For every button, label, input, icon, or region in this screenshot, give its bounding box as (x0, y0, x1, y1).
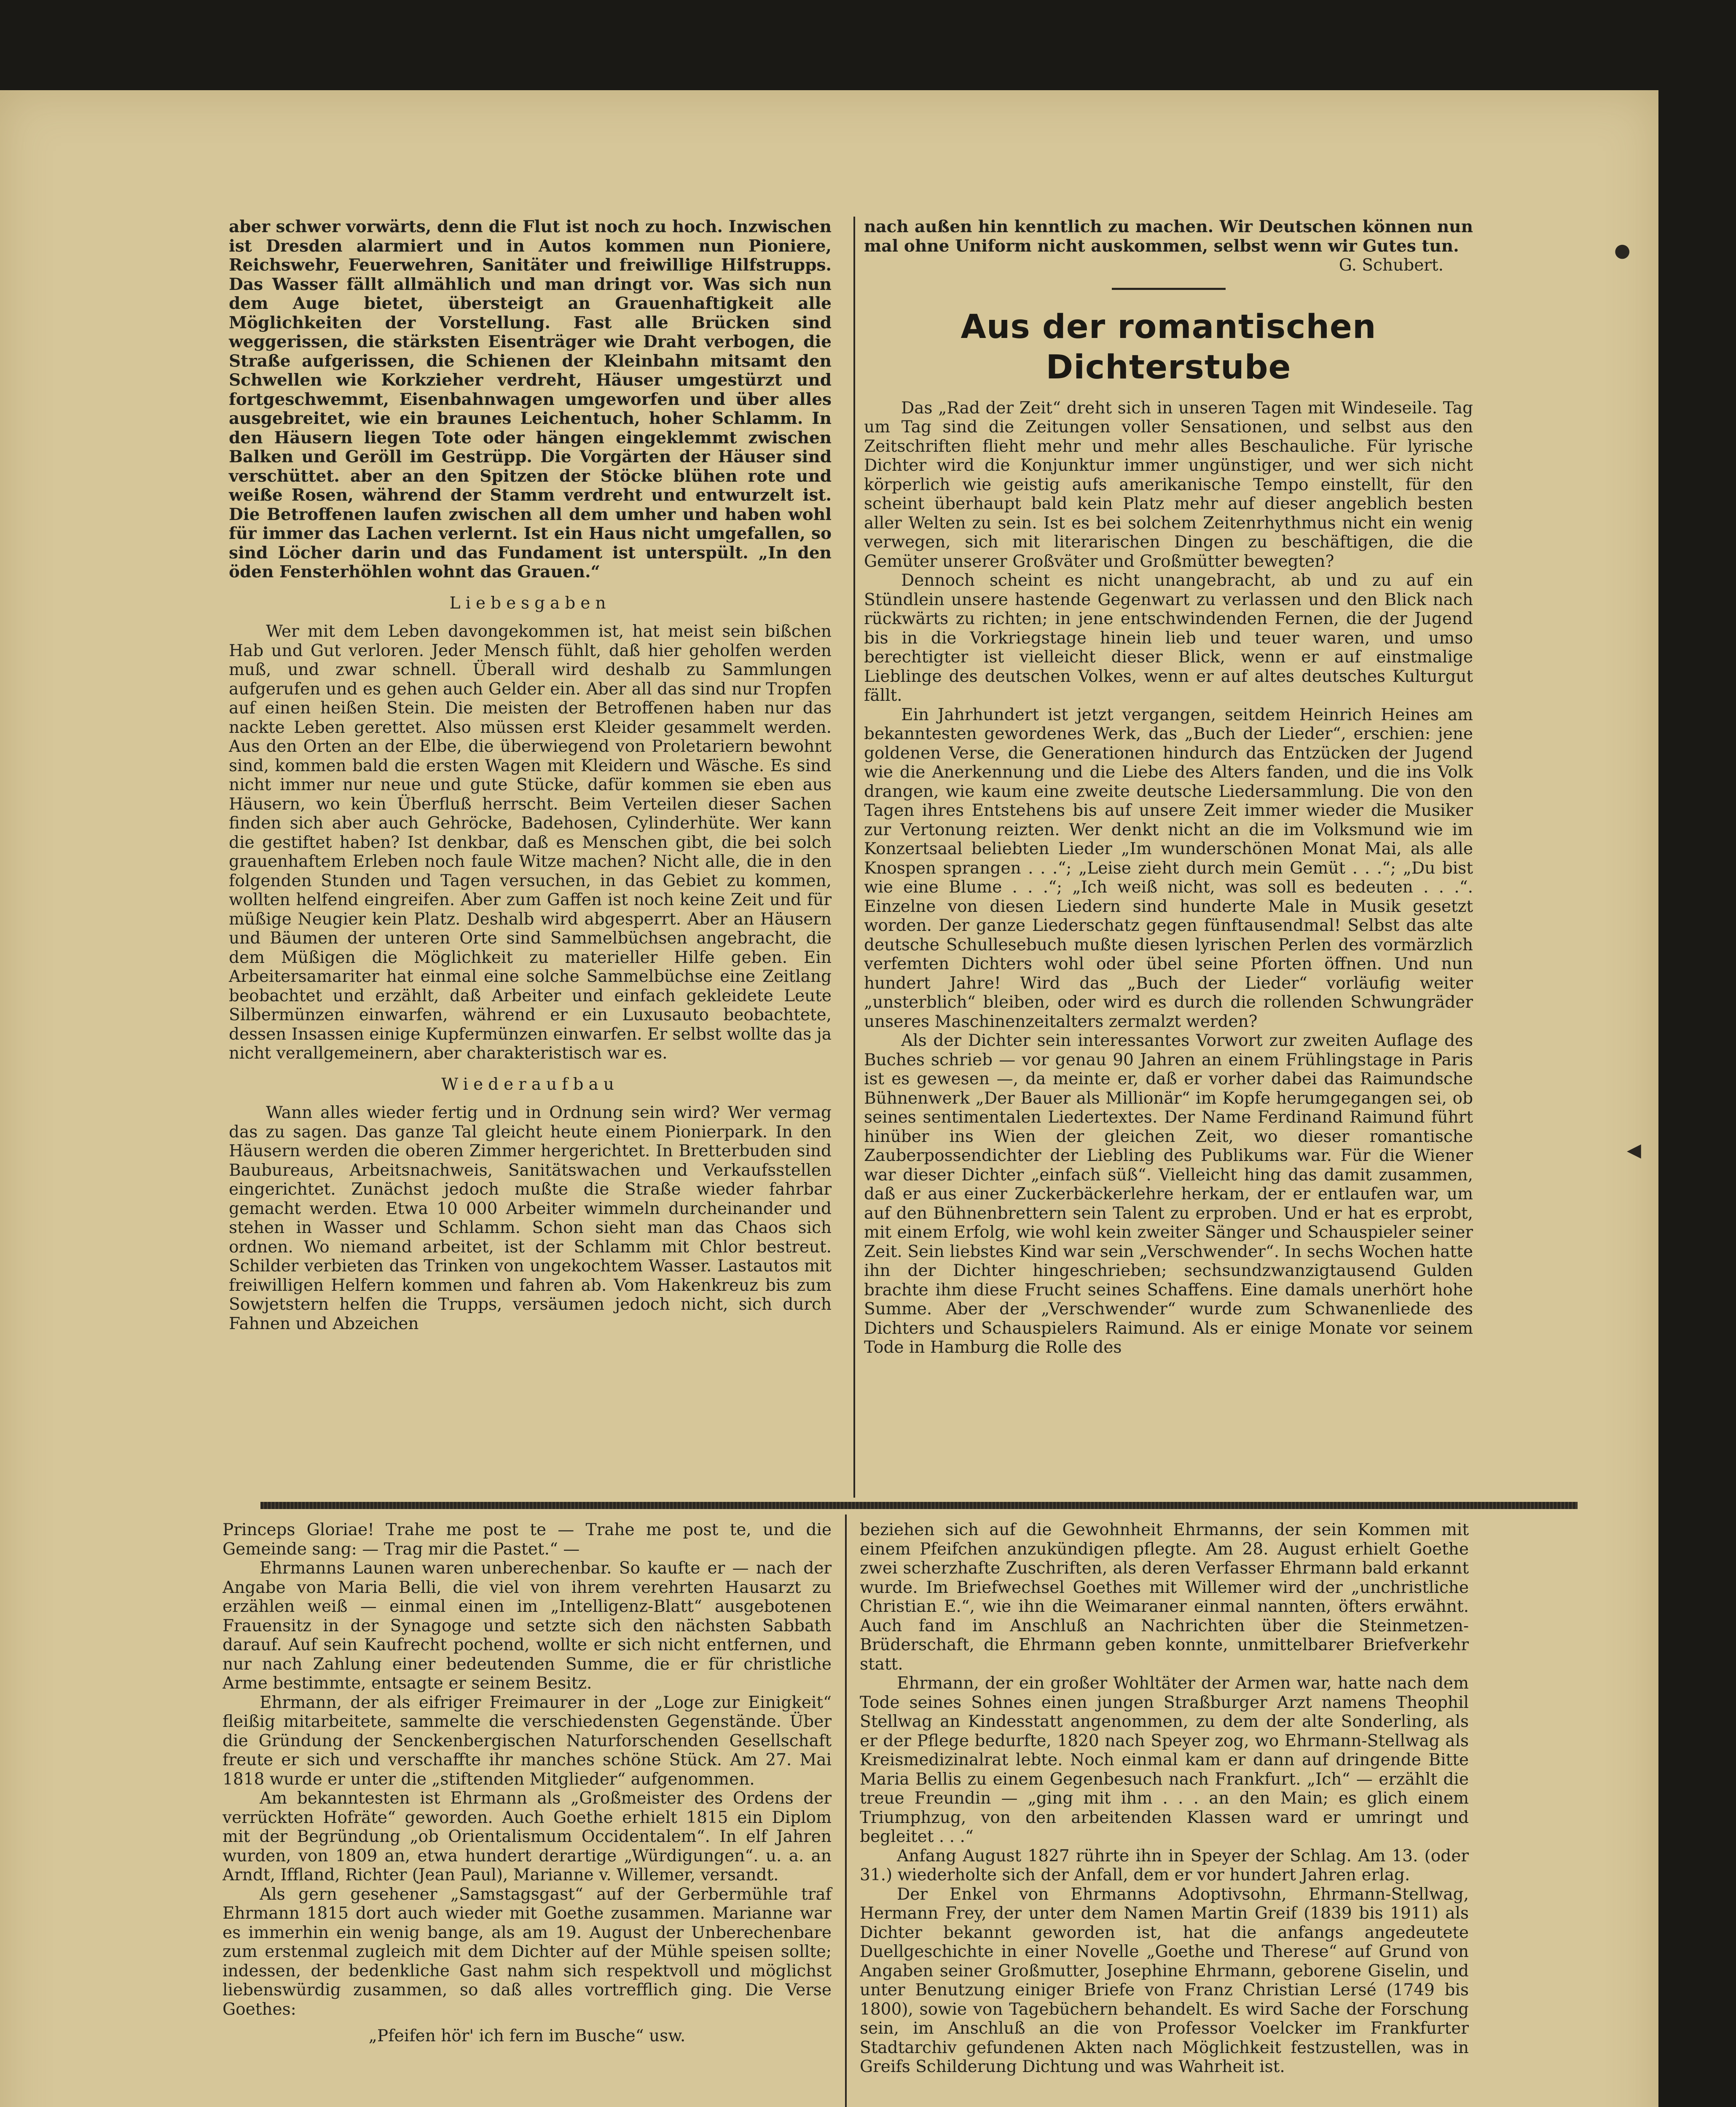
feature-paragraph: beziehen sich auf die Gewohnheit Ehrmanns, der sein Kommen mit einem Pfeifchen anzukündigen pflegte. Am 28. August erhielt Goethe zwei scherzhafte Zuschriften, als deren Verfasser Ehrmann bald erkannt wurde. Im Briefwechsel Goethes mit Willemer wird der „unchristliche Christian E.“, wie ihn die Weimaraner einmal nannten, öfters erwähnt. Auch fand im Anschluß an Nachrichten über die Steinmetzen-Brüderschaft, die Ehrmann geben konnte, unmittelbarer Briefverkehr statt. (860, 1520, 1469, 1674)
feature-paragraph: Ehrmann, der als eifriger Freimaurer in der „Loge zur Einigkeit“ fleißig mitarbeitete, sammelte die verschiedensten Gegenstände. Über die Gründung der Senckenbergischen Naturforschenden Gesellschaft freute er sich und verschaffte ihr manches schöne Stück. Am 27. Mai 1818 wurde er unter die „stiftenden Mitglieder“ aufgenommen. (223, 1693, 832, 1789)
bottom-left-column (223, 1520, 832, 2046)
column-divider-bottom (845, 1515, 847, 2107)
section-heading-wiederaufbau: Wiederaufbau (441, 1075, 619, 1094)
feature-paragraph: Ehrmanns Launen waren unberechenbar. So kaufte er — nach der Angabe von Maria Belli, die viel von ihrem verehrten Hausarzt zu erzählen weiß — einmal einen im „Intelligenz-Blatt“ ausgebotenen Frauensitz in der Synagoge und setzte sich den nächsten Sabbath darauf. Auf sein Kaufrecht pochend, wollte er sich nicht entfernen, und nur nach Zahlung einer bedeutenden Summe, die er für christliche Arme bestimmte, entsagte er seinem Besitz. (223, 1559, 832, 1693)
goethe-verse-quote: „Pfeifen hör' ich fern im Busche“ usw. (368, 2027, 686, 2045)
page-edge-mark-right-icon: ● (1614, 240, 1631, 261)
feature-paragraph: Am bekanntesten ist Ehrmann als „Großmeister des Ordens der verrückten Hofräte“ geworden. Auch Goethe erhielt 1815 ein Diplom mit der Begründung „ob Orientalismum Occidentalem“. In elf Jahren wurden, von 1809 an, etwa hundert derartige „Würdigungen“. u. a. an Arndt, Iffland, Richter (Jean Paul), Marianne v. Willemer, versandt. (223, 1789, 832, 1885)
author-signature: G. Schubert. (1339, 256, 1444, 275)
article-headline: Aus der romantischen Dichterstube (961, 308, 1376, 386)
newspaper-page (0, 90, 1658, 2107)
feature-paragraph: Als gern gesehener „Samstagsgast“ auf der Gerbermühle traf Ehrmann 1815 dort auch wieder mit Goethe zusammen. Marianne war es immerhin ein wenig bange, als am 19. August der Unberechenbare zum erstenmal zugleich mit dem Dichter auf der Mühle speisen sollte; indessen, der bedenkliche Gast nahm sich respektvoll und möglichst liebenswürdig zusammen, so daß alles vortrefflich ging. Die Verse Goethes: (223, 1885, 832, 2019)
article-paragraph: Ein Jahrhundert ist jetzt vergangen, seitdem Heinrich Heines am bekanntesten gewordenes Werk, das „Buch der Lieder“, erschien: jene goldenen Verse, die Generationen hindurch das Entzücken der Jugend wie die Anerkennung und die Liebe des Alters fanden, und die ins Volk drangen, wie kaum eine zweite deutsche Liedersammlung. Die von den Tagen ihres Entstehens bis auf unsere Zeit immer wieder die Musiker zur Vertonung reizten. Wer denkt nicht an die im Volksmund wie im Konzertsaal beliebten Lieder „Im wunderschönen Monat Mai, als alle Knospen sprangen . . .“; „Leise zieht durch mein Gemüt . . .“; „Du bist wie eine Blume . . .“; „Ich weiß nicht, was soll es bedeuten . . .“. Einzelne von diesen Liedern sind hunderte Male in Musik gesetzt worden. Der ganze Liederschatz gegen fünftausendmal! Selbst das alte deutsche Schullesebuch mußte diesen lyrischen Perlen des vormärzlich verfemten Dichters wohl oder übel seine Pforten öffnen. Und nun hundert Jahre! Wird das „Buch der Lieder“ vorläufig weiter „unsterblich“ bleiben, oder wird es durch die rollenden Schwungräder unseres Maschinenzeitalters zermalzt werden? (864, 705, 1473, 1031)
flood-report-continuation: aber schwer vorwärts, denn die Flut ist noch zu hoch. Inzwischen ist Dresden alarmiert und in Autos kommen nun Pioniere, Reichswehr, Feuerwehren, Sanitäter und freiwillige Hilfstrupps. Das Wasser fällt allmählich und man dringt vor. Was sich nun dem Auge bietet, übersteigt an Grauenhaftigkeit alle Möglichkeiten der Vorstellung. Fast alle Brücken sind weggerissen, die stärksten Eisenträger wie Draht verbogen, die Straße aufgerissen, die Schienen der Kleinbahn mitsamt den Schwellen wie Korkzieher verdreht, Häuser umgestürzt und fortgeschwemmt, Eisenbahnwagen umgeworfen und über alles ausgebreitet, wie ein braunes Leichentuch, hoher Schlamm. In den Häusern liegen Tote oder hängen eingeklemmt zwischen Balken und Geröll im Gestrüpp. Die Vorgärten der Häuser sind verschüttet. aber an den Spitzen der Stöcke blühen rote und weiße Rosen, während der Stamm verdreht und entwurzelt ist. Die Betroffenen laufen zwischen all dem umher und haben wohl für immer das Lachen verlernt. Ist ein Haus nicht umgefallen, so sind Löcher darin und das Fundament ist unterspült. „In den öden Fensterhöhlen wohnt das Grauen.“ (229, 217, 832, 582)
article-paragraph: Das „Rad der Zeit“ dreht sich in unseren Tagen mit Windeseile. Tag um Tag sind die Zeitungen voller Sensationen, und selbst aus den Zeitschriften flieht mehr und mehr alles Beschauliche. Für lyrische Dichter wird die Konjunktur immer ungünstiger, und wer sich nicht körperlich wie geistig aufs amerikanische Tempo einstellt, für den scheint überhaupt bald kein Platz mehr auf dieser angeblich besten aller Welten zu sein. Ist es bei solchem Zeitenrhythmus nicht ein wenig verwegen, sich mit literarischen Dingen zu beschäftigen, die die Gemüter unserer Großväter und Großmütter bewegten? (864, 398, 1473, 571)
feature-paragraph: Der Enkel von Ehrmanns Adoptivsohn, Ehrmann-Stellwag, Hermann Frey, der unter dem Namen Martin Greif (1839 bis 1911) als Dichter bekannt geworden ist, hat die anfangs angedeutete Duellgeschichte in einer Novelle „Goethe und Therese“ auf Grund von Angaben seiner Großmutter, Josephine Ehrmann, geborene Giselin, und unter Benutzung einiger Briefe von Franz Christian Lersé (1749 bis 1800), sowie von Tagebüchern behandelt. Es wird Sache der Forschung sein, im Anschluß an die von Professor Voelcker im Frankfurter Stadtarchiv gefundenen Akten nach Möglichkeit festzustellen, was in Greifs Schilderung Dichtung und was Wahrheit ist. (860, 1885, 1469, 2076)
section-heading-liebesgaben: Liebesgaben (449, 593, 611, 613)
article-paragraph: Als der Dichter sein interessantes Vorwort zur zweiten Auflage des Buches schrieb — vor genau 90 Jahren an einem Frühlingstage in Paris ist es gewesen —, da meinte er, daß er vorher dabei das Raimundsche Bühnenwerk „Der Bauer als Millionär“ im Kopfe herumgegangen sei, ob seines sentimentalen Liedertextes. Der Name Ferdinand Raimund führt hinüber ins Wien der gleichen Zeit, wo dieser romantische Zauberpossendichter der Liebling des Publikums war. Für die Wiener war dieser Dichter „einfach süß“. Vielleicht hing das damit zusammen, daß er aus einer Zuckerbäckerlehre herkam, der er entlaufen war, um auf den Bühnenbrettern sein Talent zu erproben. Und er hat es erprobt, mit einem Erfolg, wie wohl kein zweiter Sänger und Schauspieler seiner Zeit. Sein liebstes Kind war sein „Verschwender“. In sechs Wochen hatte ihn der Dichter hingeschrieben; sechsundzwanzigtausend Gulden brachte ihm diese Frucht seines Schaffens. Eine damals unerhört hohe Summe. Aber der „Verschwender“ wurde zum Schwanenliede des Dichters und Schauspielers Raimund. Als er einige Monate vor seinem Tode in Hamburg die Rolle des (864, 1031, 1473, 1357)
feature-paragraph: Anfang August 1827 rührte ihn in Speyer der Schlag. Am 13. (oder 31.) wiederholte sich der Anfall, dem er vor hundert Jahren erlag. (860, 1846, 1469, 1885)
article-ending: nach außen hin kenntlich zu machen. Wir Deutschen können nun mal ohne Uniform nicht auskommen, selbst wenn wir Gutes tun. (864, 217, 1473, 256)
article-separator (1112, 288, 1226, 290)
bottom-right-column (860, 1520, 1469, 2077)
top-right-column (864, 217, 1473, 1357)
liebesgaben-paragraph: Wer mit dem Leben davongekommen ist, hat meist sein bißchen Hab und Gut verloren. Jeder Mensch fühlt, daß hier geholfen werden muß, und zwar schnell. Überall wird deshalb zu Sammlungen aufgerufen und es gehen auch Gelder ein. Aber all das sind nur Tropfen auf einen heißen Stein. Die meisten der Betroffenen haben nur das nackte Leben gerettet. Also müssen erst Kleider gesammelt werden. Aus den Orten an der Elbe, die überwiegend von Proletariern bewohnt sind, kommen bald die ersten Wagen mit Kleidern und Wäsche. Es sind nicht immer nur neue und gute Stücke, dafür kommen sie eben aus Häusern, wo kein Überfluß herrscht. Beim Verteilen dieser Sachen finden sich aber auch Gehröcke, Badehosen, Cylinderhüte. Wer kann die gestiftet haben? Ist denkbar, daß es Menschen gibt, die bei solch grauenhaftem Erleben noch faule Witze machen? Nicht alle, die in den folgenden Stunden und Tagen versuchen, in das Gebiet zu kommen, wollten helfend eingreifen. Aber zum Gaffen ist noch keine Zeit und für müßige Neugier kein Platz. Deshalb wird abgesperrt. Aber an Häusern und Bäumen der unteren Orte sind Sammelbüchsen angebracht, die dem Müßigen die Möglichkeit zu materieller Hilfe geben. Ein Arbeitersamariter hat einmal eine solche Sammelbüchse eine Zeitlang beobachtet und erzählt, daß Arbeiter und einfach gekleidete Leute Silbermünzen einwarfen, während er ein Luxusauto beobachtete, dessen Insassen einige Kupfermünzen einwarfen. Er selbst wollte das ja nicht verallgemeinern, aber charakteristisch war es. (229, 622, 832, 1063)
section-divider-rule (260, 1502, 1578, 1509)
article-paragraph: Dennoch scheint es nicht unangebracht, ab und zu auf ein Stündlein unsere hastende Gegenwart zu verlassen und den Blick nach rückwärts zu richten; in jene entschwindenden Fernen, die der Jugend bis in die Vorkriegstage hinein lieb und teuer waren, und umso berechtigter ist vielleicht dieser Blick, wenn er auf einstmalige Lieblinge des deutschen Volkes, wenn er auf altes deutsches Kulturgut fällt. (864, 571, 1473, 705)
column-divider-top (853, 217, 855, 1498)
feature-paragraph: Ehrmann, der ein großer Wohltäter der Armen war, hatte nach dem Tode seines Sohnes einen jungen Straßburger Arzt namens Theophil Stellwag an Kindesstatt angenommen, zu dem der alte Sonderling, als er der Pflege bedurfte, 1820 nach Speyer zog, wo Ehrmann-Stellwag als Kreismedizinalrat lebte. Noch einmal kam er dann auf dringende Bitte Maria Bellis zu einem Gegenbesuch nach Frankfurt. „Ich“ — erzählt die treue Freundin — „ging mit ihm . . . an den Main; es glich einem Triumphzug, von den arbeitenden Klassen ward er umringt und begleitet . . .“ (860, 1674, 1469, 1846)
wiederaufbau-paragraph: Wann alles wieder fertig und in Ordnung sein wird? Wer vermag das zu sagen. Das ganze Tal gleicht heute einem Pionierpark. In den Häusern werden die oberen Zimmer hergerichtet. In Bretterbuden sind Baubureaus, Arbeitsnachweis, Sanitätswachen und Verkaufsstellen eingerichtet. Zunächst jedoch mußte die Straße wieder fahrbar gemacht werden. Etwa 10 000 Arbeiter wimmeln durcheinander und stehen in Wasser und Schlamm. Schon sieht man das Chaos sich ordnen. Wo niemand arbeitet, ist der Schlamm mit Chlor bestreut. Schilder verbieten das Trinken von ungekochtem Wasser. Lastautos mit freiwilligen Helfern kommen und fahren ab. Vom Hakenkreuz bis zum Sowjetstern helfen die Trupps, versäumen jedoch nicht, sich durch Fahnen und Abzeichen (229, 1103, 832, 1333)
feature-paragraph: Princeps Gloriae! Trahe me post te — Trahe me post te, und die Gemeinde sang: — Trag mir die Pastet.“ — (223, 1520, 832, 1559)
page-edge-mark-arrow-icon: ◀ (1627, 1139, 1641, 1161)
top-left-column (229, 217, 832, 1333)
